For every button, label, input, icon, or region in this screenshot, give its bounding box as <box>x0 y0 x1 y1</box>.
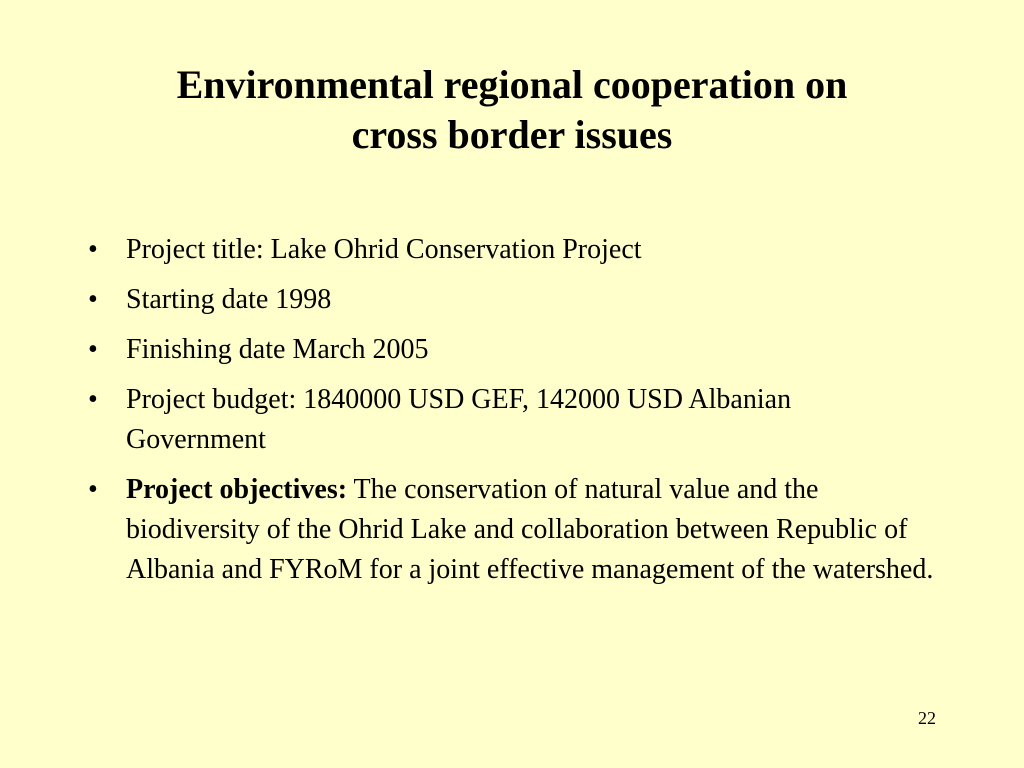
bullet-project-title <box>88 230 938 270</box>
bullet-text: The conservation of natural value and the biodiversity of the Ohrid Lake and collaboration between Republic of Albania and FYRoM for a joint effective management of the watershed. <box>126 474 934 585</box>
bullet-text: Starting date 1998 <box>126 284 332 315</box>
slide-title-line-1: Environmental regional cooperation on <box>176 62 848 107</box>
bullet-project-budget <box>88 380 938 460</box>
bullet-marker: • <box>88 334 98 365</box>
bullet-marker: • <box>88 234 98 265</box>
bullet-list <box>88 230 938 600</box>
bullet-project-objectives <box>88 470 938 590</box>
bullet-marker: • <box>88 284 98 315</box>
bullet-starting-date <box>88 280 938 320</box>
slide-title <box>80 60 944 160</box>
slide-title-line-2: cross border issues <box>351 112 673 157</box>
bullet-marker: • <box>88 384 98 415</box>
bullet-label: Project objectives: <box>126 474 348 505</box>
bullet-text: Project budget: 1840000 USD GEF, 142000 USD Albanian Government <box>126 384 792 455</box>
page-number: 22 <box>918 708 936 728</box>
bullet-text: Project title: Lake Ohrid Conservation Project <box>126 234 642 265</box>
bullet-finishing-date <box>88 330 938 370</box>
bullet-marker: • <box>88 474 98 505</box>
bullet-text-wrapper <box>126 474 933 585</box>
bullet-text: Finishing date March 2005 <box>126 334 429 365</box>
